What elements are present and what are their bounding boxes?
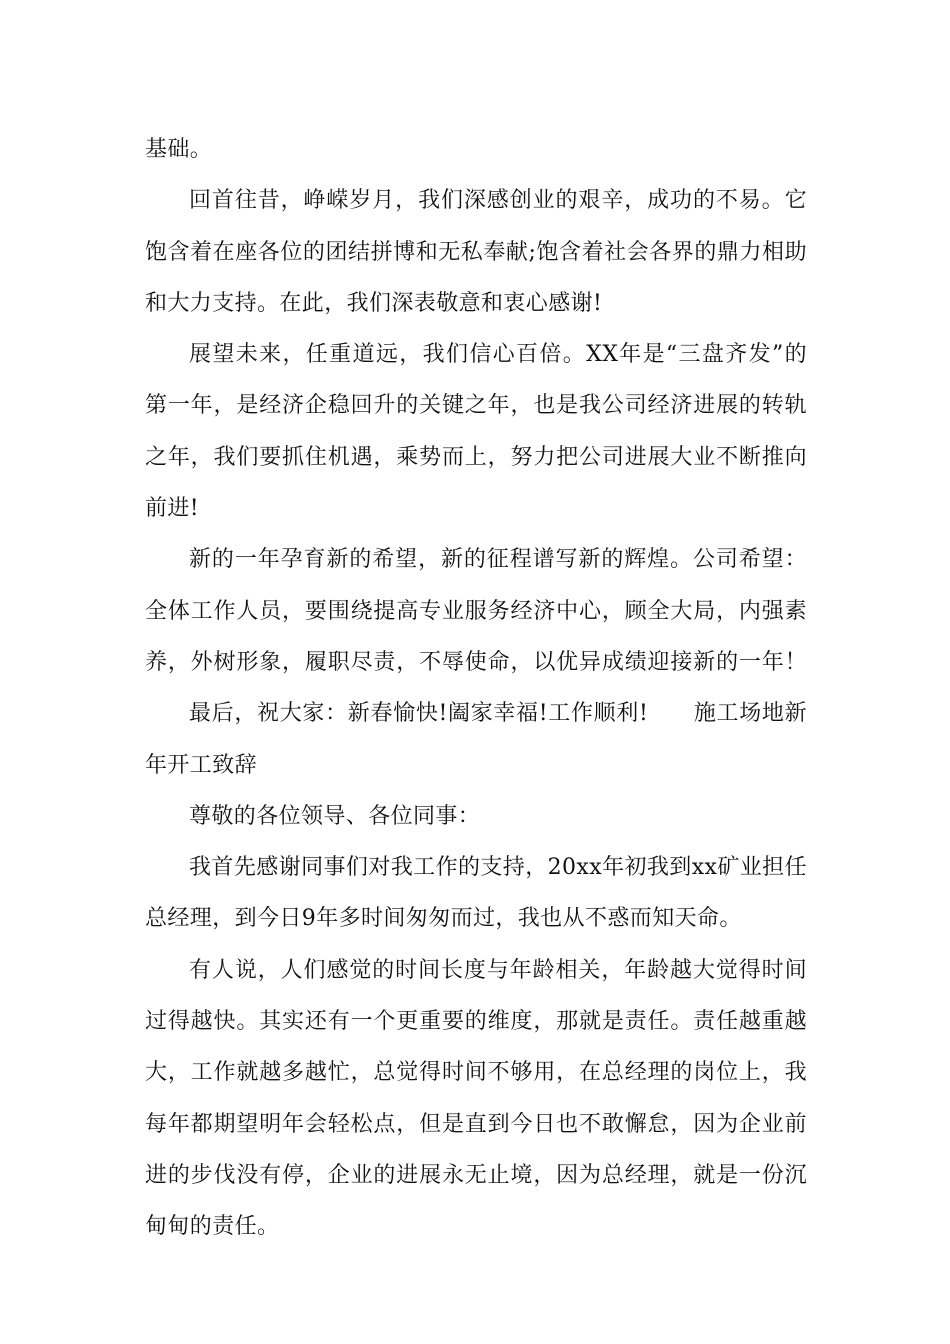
text-line: 养，外树形象，履职尽责，不辱使命，以优异成绩迎接新的一年！ — [145, 649, 807, 675]
text-line: 回首往昔，峥嵘岁月，我们深感创业的艰辛，成功的不易。它 — [189, 188, 807, 214]
text-line: 每年都期望明年会轻松点，但是直到今日也不敢懈怠，因为企业前 — [145, 1111, 807, 1137]
text-line: 大，工作就越多越忙，总觉得时间不够用，在总经理的岗位上，我 — [145, 1060, 807, 1086]
text-line: 展望未来，任重道远，我们信心百倍。XX年是“三盘齐发”的 — [189, 342, 807, 368]
text-line: 基础。 — [145, 137, 213, 162]
text-line: 年开工致辞 — [145, 752, 258, 778]
text-line: 进的步伐没有停，企业的进展永无止境，因为总经理，就是一份沉 — [145, 1162, 807, 1188]
text-line: 最后，祝大家：新春愉快!阖家幸福!工作顺利! 施工场地新 — [189, 701, 807, 727]
text-line: 有人说，人们感觉的时间长度与年龄相关，年龄越大觉得时间 — [189, 957, 807, 983]
text-line: 和大力支持。在此，我们深表敬意和衷心感谢! — [145, 290, 603, 316]
text-line: 饱含着在座各位的团结拼博和无私奉献;饱含着社会各界的鼎力相助 — [145, 239, 807, 265]
text-line: 新的一年孕育新的希望，新的征程谱写新的辉煌。公司希望： — [189, 547, 807, 573]
text-line: 全体工作人员，要围绕提高专业服务经济中心，顾全大局，内强素 — [145, 598, 807, 624]
text-line: 过得越快。其实还有一个更重要的维度，那就是责任。责任越重越 — [145, 1009, 807, 1035]
text-line: 总经理，到今日9年多时间匆匆而过，我也从不惑而知天命。 — [145, 906, 742, 932]
text-line: 之年，我们要抓住机遇，乘势而上，努力把公司进展大业不断推向 — [145, 444, 807, 470]
text-line: 尊敬的各位领导、各位同事： — [189, 803, 481, 829]
text-line: 第一年，是经济企稳回升的关键之年，也是我公司经济进展的转轨 — [145, 393, 807, 419]
text-line: 甸甸的责任。 — [145, 1214, 280, 1240]
text-line: 我首先感谢同事们对我工作的支持，20xx年初我到xx矿业担任 — [189, 855, 807, 881]
text-line: 前进! — [145, 496, 200, 522]
document-body — [145, 124, 807, 1253]
